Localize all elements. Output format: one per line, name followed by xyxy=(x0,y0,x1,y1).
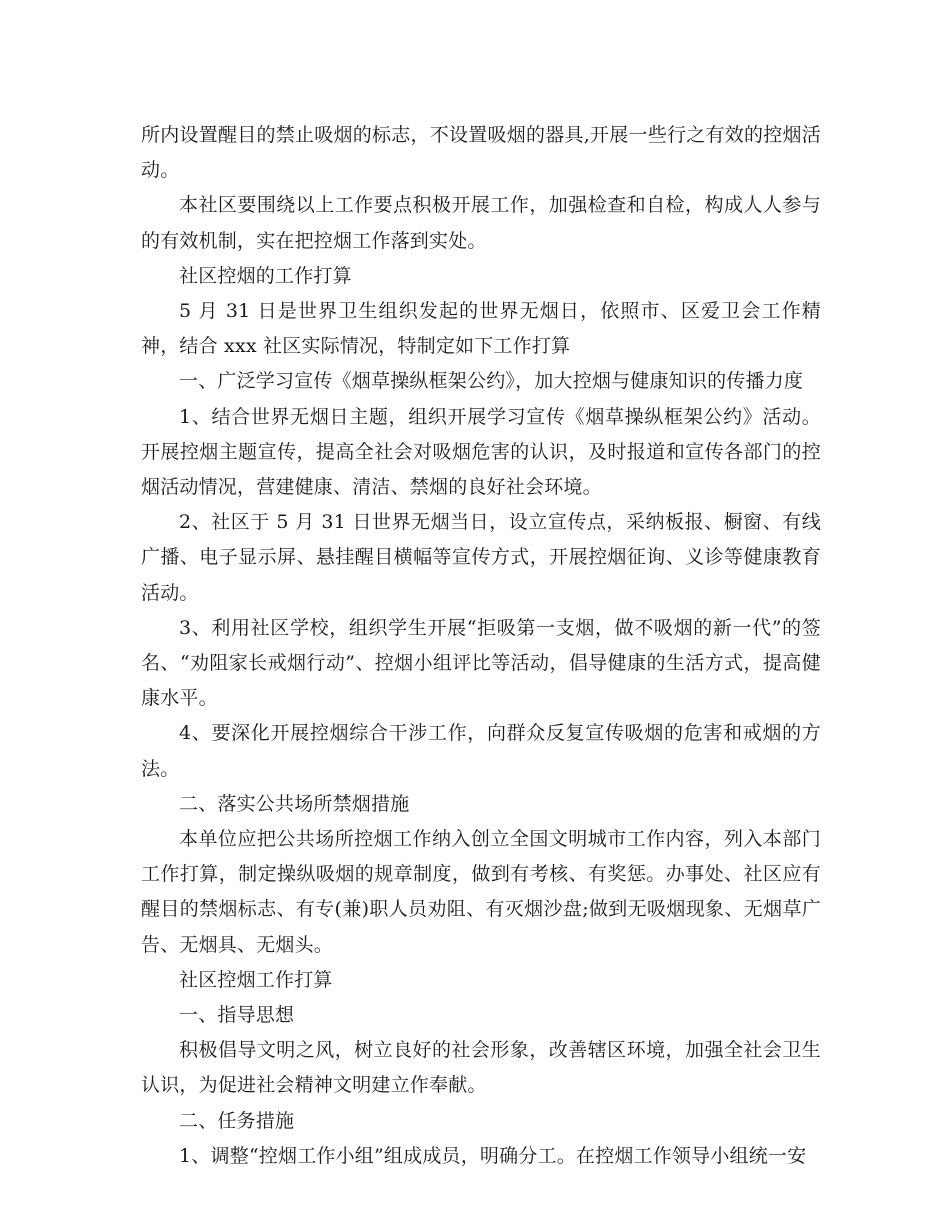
paragraph: 4、要深化开展控烟综合干涉工作，向群众反复宣传吸烟的危害和戒烟的方法。 xyxy=(141,722,821,780)
section-heading: 一、广泛学习宣传《烟草操纵框架公约》，加大控烟与健康知识的传播力度 xyxy=(179,370,804,393)
paragraph: 所内设置醒目的禁止吸烟的标志，不设置吸烟的器具,开展一些行之有效的控烟活动。 xyxy=(141,124,821,182)
paragraph: 本社区要围绕以上工作要点积极开展工作，加强检查和自检，构成人人参与的有效机制，实在把控烟工作落到实处。 xyxy=(141,194,821,252)
section-heading: 社区控烟工作打算 xyxy=(179,968,333,991)
paragraph: 2、社区于 5 月 31 日世界无烟当日，设立宣传点，采纳板报、橱窗、有线广播、电子显示屏、悬挂醒目横幅等宣传方式，开展控烟征询、义诊等健康教育活动。 xyxy=(141,511,821,604)
paragraph: 本单位应把公共场所控烟工作纳入创立全国文明城市工作内容，列入本部门工作打算，制定操纵吸烟的规章制度，做到有考核、有奖惩。办事处、社区应有醒目的禁烟标志、有专(兼)职人员劝阻、有灭烟沙盘;做到无吸烟现象、无烟草广告、无烟具、无烟头。 xyxy=(141,828,821,956)
section-heading: 二、落实公共场所禁烟措施 xyxy=(179,792,410,815)
paragraph: 积极倡导文明之风，树立良好的社会形象，改善辖区环境，加强全社会卫生认识，为促进社会精神文明建立作奉献。 xyxy=(141,1039,821,1097)
section-heading: 二、任务措施 xyxy=(179,1109,295,1132)
section-heading: 一、指导思想 xyxy=(179,1004,295,1027)
document-body xyxy=(141,118,821,1174)
paragraph: 3、利用社区学校，组织学生开展“拒吸第一支烟，做不吸烟的新一代”的签名、“劝阻家长戒烟行动”、控烟小组评比等活动，倡导健康的生活方式，提高健康水平。 xyxy=(141,616,821,710)
paragraph: 1、调整“控烟工作小组”组成成员，明确分工。在控烟工作领导小组统一安 xyxy=(179,1144,807,1167)
paragraph: 1、结合世界无烟日主题，组织开展学习宣传《烟草操纵框架公约》活动。开展控烟主题宣传，提高全社会对吸烟危害的认识，及时报道和宣传各部门的控烟活动情况，营建健康、清洁、禁烟的良好社会环境。 xyxy=(141,405,821,499)
paragraph: 5 月 31 日是世界卫生组织发起的世界无烟日，依照市、区爱卫会工作精神，结合 xxx 社区实际情况，特制定如下工作打算 xyxy=(141,300,821,358)
section-heading: 社区控烟的工作打算 xyxy=(179,264,352,287)
